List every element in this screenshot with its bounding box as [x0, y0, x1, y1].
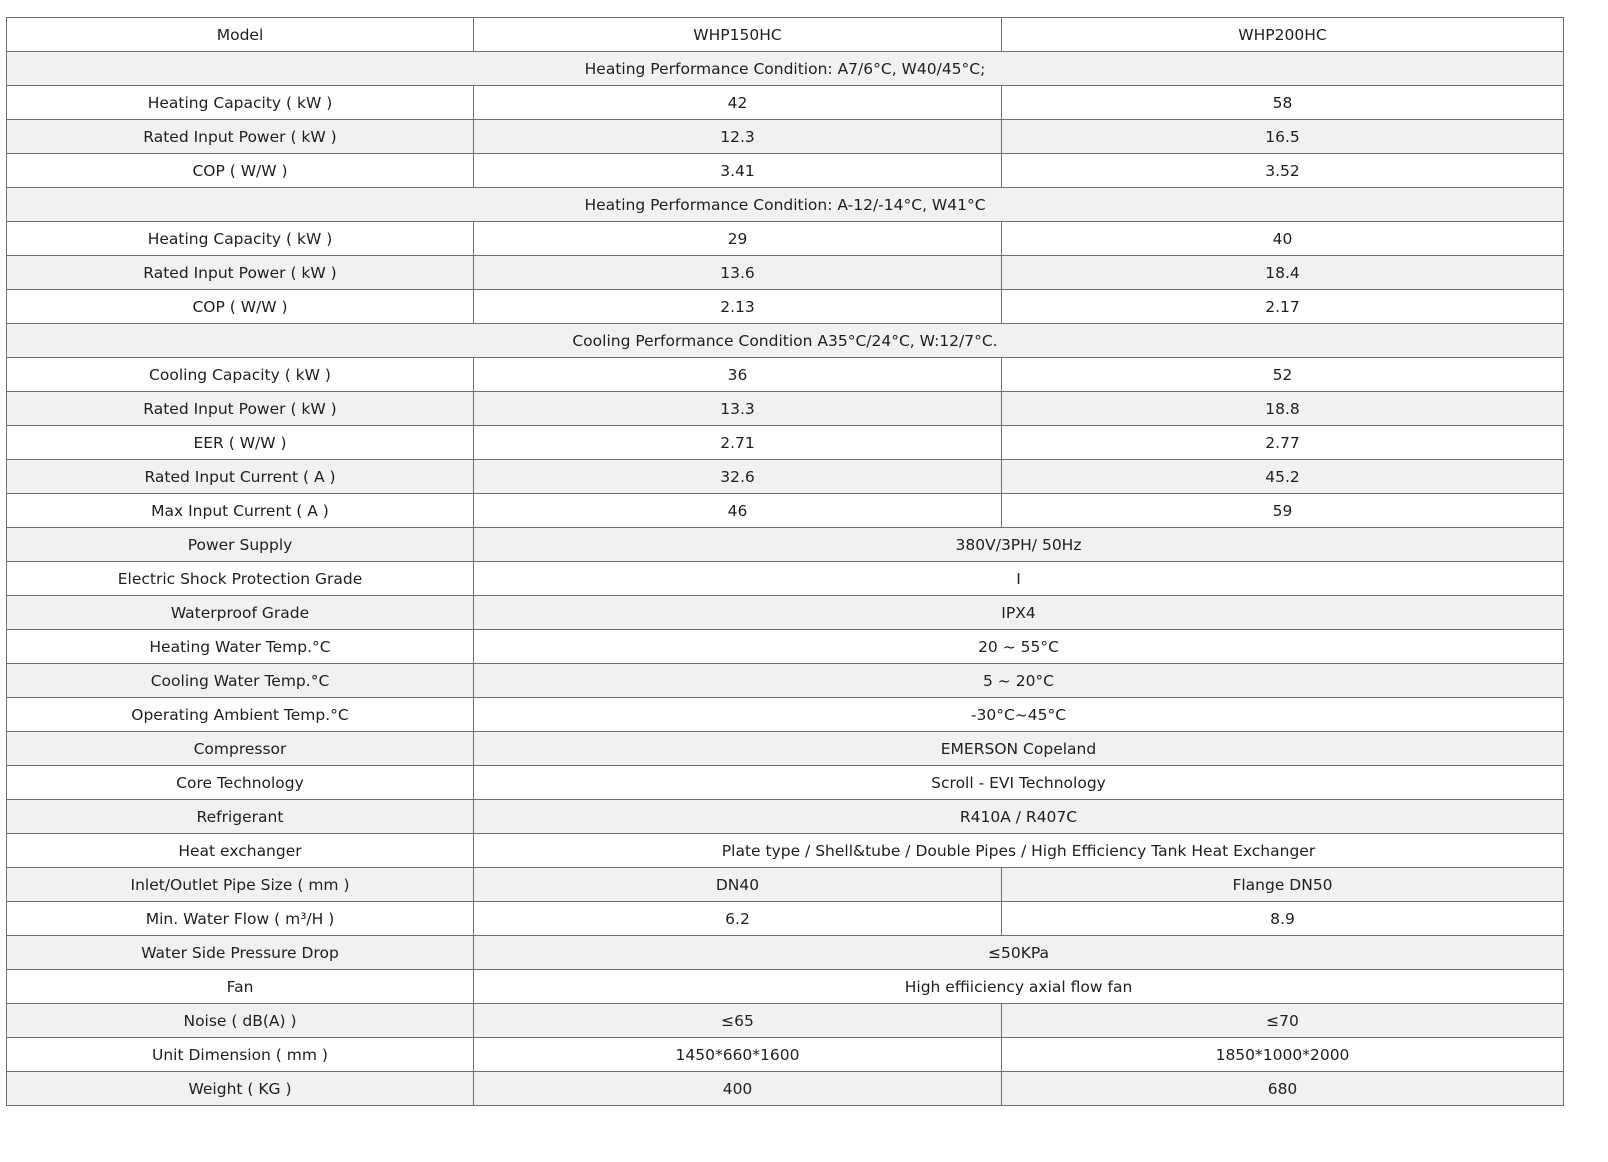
- spec-value-whp150hc: 29: [474, 222, 1002, 256]
- spec-row: [7, 664, 1564, 698]
- spec-label: Rated Input Power ( kW ): [7, 120, 474, 154]
- spec-value-shared: R410A / R407C: [474, 800, 1564, 834]
- spec-value-whp150hc: 13.6: [474, 256, 1002, 290]
- spec-value-whp200hc: 59: [1002, 494, 1564, 528]
- spec-row: [7, 630, 1564, 664]
- spec-row: [7, 1038, 1564, 1072]
- spec-row: [7, 596, 1564, 630]
- spec-label: Heating Water Temp.°C: [7, 630, 474, 664]
- spec-label: Max Input Current ( A ): [7, 494, 474, 528]
- section-title: Cooling Performance Condition A35°C/24°C, W:12/7°C.: [7, 324, 1564, 358]
- spec-value-whp200hc: 2.17: [1002, 290, 1564, 324]
- spec-row: [7, 426, 1564, 460]
- spec-value-whp150hc: 13.3: [474, 392, 1002, 426]
- spec-label: Fan: [7, 970, 474, 1004]
- spec-value-whp150hc: DN40: [474, 868, 1002, 902]
- spec-label: Weight ( KG ): [7, 1072, 474, 1106]
- spec-value-whp150hc: 2.71: [474, 426, 1002, 460]
- spec-value-whp150hc: 3.41: [474, 154, 1002, 188]
- spec-value-whp200hc: 1850*1000*2000: [1002, 1038, 1564, 1072]
- spec-value-whp200hc: 2.77: [1002, 426, 1564, 460]
- spec-value-whp150hc: 32.6: [474, 460, 1002, 494]
- spec-value-whp150hc: 46: [474, 494, 1002, 528]
- spec-label: Heat exchanger: [7, 834, 474, 868]
- spec-label: Operating Ambient Temp.°C: [7, 698, 474, 732]
- spec-row: [7, 800, 1564, 834]
- spec-value-whp150hc: 1450*660*1600: [474, 1038, 1002, 1072]
- header-whp150hc: WHP150HC: [474, 18, 1002, 52]
- spec-value-whp150hc: 2.13: [474, 290, 1002, 324]
- spec-value-whp150hc: 400: [474, 1072, 1002, 1106]
- spec-label: Rated Input Current ( A ): [7, 460, 474, 494]
- header-model: Model: [7, 18, 474, 52]
- spec-row: [7, 86, 1564, 120]
- spec-row: [7, 902, 1564, 936]
- spec-row: [7, 1004, 1564, 1038]
- spec-label: COP ( W/W ): [7, 290, 474, 324]
- spec-value-shared: 20 ~ 55°C: [474, 630, 1564, 664]
- spec-value-whp150hc: 12.3: [474, 120, 1002, 154]
- spec-value-shared: ≤50KPa: [474, 936, 1564, 970]
- spec-value-whp200hc: 40: [1002, 222, 1564, 256]
- spec-label: Inlet/Outlet Pipe Size ( mm ): [7, 868, 474, 902]
- spec-value-whp200hc: 16.5: [1002, 120, 1564, 154]
- spec-value-shared: 5 ~ 20°C: [474, 664, 1564, 698]
- spec-row: [7, 154, 1564, 188]
- spec-value-shared: EMERSON Copeland: [474, 732, 1564, 766]
- spec-table: [6, 17, 1564, 1106]
- spec-label: Heating Capacity ( kW ): [7, 222, 474, 256]
- spec-row: [7, 528, 1564, 562]
- spec-row: [7, 868, 1564, 902]
- spec-value-whp200hc: 18.4: [1002, 256, 1564, 290]
- spec-label: Min. Water Flow ( m³/H ): [7, 902, 474, 936]
- spec-value-whp150hc: 36: [474, 358, 1002, 392]
- spec-value-whp200hc: 3.52: [1002, 154, 1564, 188]
- spec-table-container: [6, 17, 1563, 1106]
- spec-row: [7, 970, 1564, 1004]
- spec-label: Rated Input Power ( kW ): [7, 392, 474, 426]
- spec-label: Cooling Capacity ( kW ): [7, 358, 474, 392]
- spec-value-shared: High effiiciency axial flow fan: [474, 970, 1564, 1004]
- spec-value-whp200hc: ≤70: [1002, 1004, 1564, 1038]
- section-title: Heating Performance Condition: A-12/-14°C, W41°C: [7, 188, 1564, 222]
- spec-row: [7, 222, 1564, 256]
- spec-row: [7, 460, 1564, 494]
- spec-value-whp200hc: 52: [1002, 358, 1564, 392]
- spec-label: Waterproof Grade: [7, 596, 474, 630]
- spec-value-whp150hc: 42: [474, 86, 1002, 120]
- spec-value-whp200hc: 18.8: [1002, 392, 1564, 426]
- spec-value-whp200hc: Flange DN50: [1002, 868, 1564, 902]
- section-row: [7, 188, 1564, 222]
- spec-row: [7, 256, 1564, 290]
- spec-label: Compressor: [7, 732, 474, 766]
- spec-value-shared: I: [474, 562, 1564, 596]
- spec-row: [7, 494, 1564, 528]
- spec-label: Cooling Water Temp.°C: [7, 664, 474, 698]
- spec-label: Heating Capacity ( kW ): [7, 86, 474, 120]
- header-row: [7, 18, 1564, 52]
- spec-table-body: [7, 18, 1564, 1106]
- spec-value-shared: 380V/3PH/ 50Hz: [474, 528, 1564, 562]
- spec-row: [7, 1072, 1564, 1106]
- spec-value-whp200hc: 58: [1002, 86, 1564, 120]
- header-whp200hc: WHP200HC: [1002, 18, 1564, 52]
- spec-row: [7, 766, 1564, 800]
- spec-label: EER ( W/W ): [7, 426, 474, 460]
- spec-label: Noise ( dB(A) ): [7, 1004, 474, 1038]
- spec-row: [7, 358, 1564, 392]
- spec-label: Refrigerant: [7, 800, 474, 834]
- spec-value-whp200hc: 45.2: [1002, 460, 1564, 494]
- spec-label: COP ( W/W ): [7, 154, 474, 188]
- spec-value-shared: IPX4: [474, 596, 1564, 630]
- spec-row: [7, 392, 1564, 426]
- spec-row: [7, 732, 1564, 766]
- spec-row: [7, 290, 1564, 324]
- section-row: [7, 52, 1564, 86]
- spec-value-whp200hc: 8.9: [1002, 902, 1564, 936]
- spec-value-whp150hc: 6.2: [474, 902, 1002, 936]
- spec-row: [7, 120, 1564, 154]
- spec-value-shared: Scroll - EVI Technology: [474, 766, 1564, 800]
- spec-row: [7, 562, 1564, 596]
- spec-label: Water Side Pressure Drop: [7, 936, 474, 970]
- spec-label: Electric Shock Protection Grade: [7, 562, 474, 596]
- spec-label: Power Supply: [7, 528, 474, 562]
- spec-value-shared: -30°C~45°C: [474, 698, 1564, 732]
- spec-row: [7, 834, 1564, 868]
- spec-row: [7, 698, 1564, 732]
- spec-value-whp200hc: 680: [1002, 1072, 1564, 1106]
- spec-value-shared: Plate type / Shell&tube / Double Pipes / High Efficiency Tank Heat Exchanger: [474, 834, 1564, 868]
- spec-value-whp150hc: ≤65: [474, 1004, 1002, 1038]
- spec-label: Rated Input Power ( kW ): [7, 256, 474, 290]
- section-title: Heating Performance Condition: A7/6°C, W40/45°C;: [7, 52, 1564, 86]
- spec-label: Core Technology: [7, 766, 474, 800]
- section-row: [7, 324, 1564, 358]
- spec-label: Unit Dimension ( mm ): [7, 1038, 474, 1072]
- spec-row: [7, 936, 1564, 970]
